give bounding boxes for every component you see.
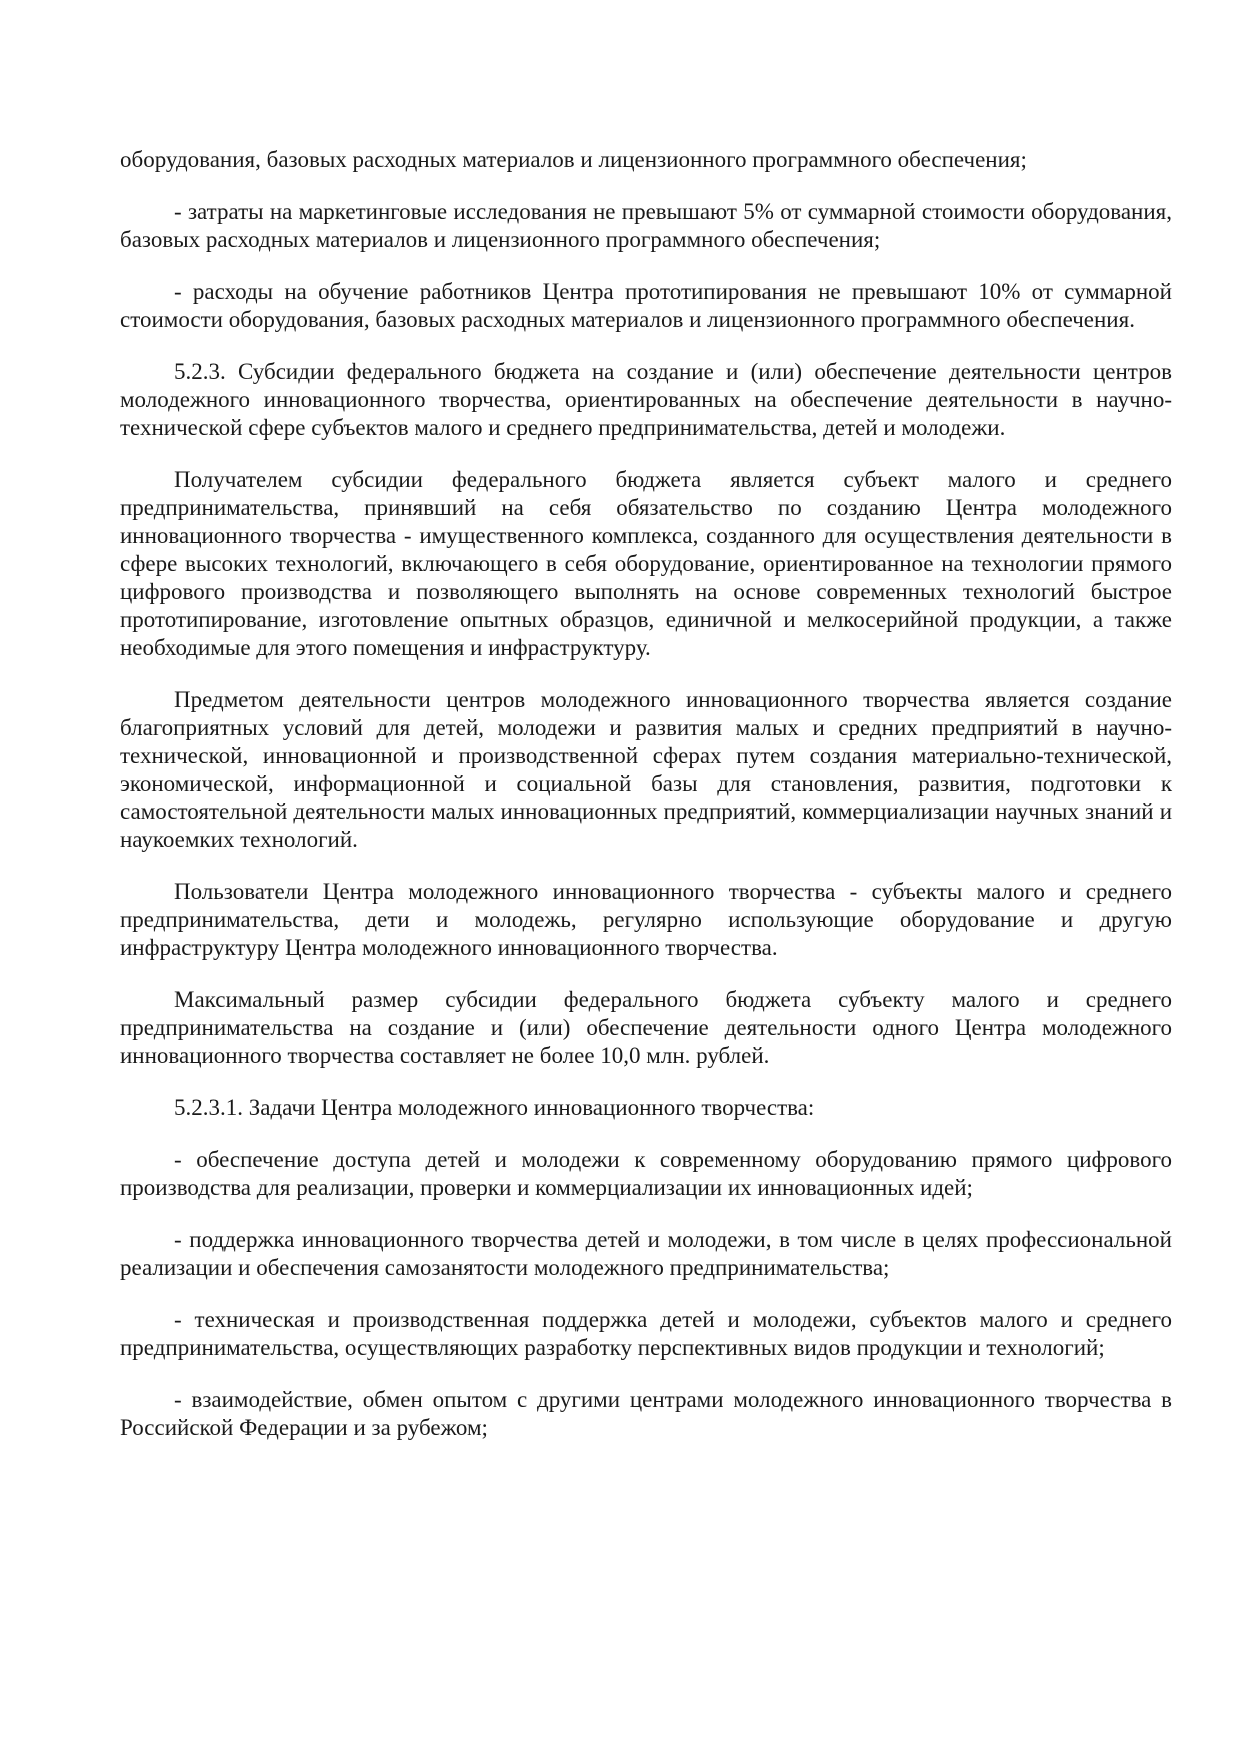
- paragraph-section-5-2-3: 5.2.3. Субсидии федерального бюджета на создание и (или) обеспечение деятельности центров молодежного инновационного творчества, ориентированных на обеспечение деятельности в научно-технической сфере субъектов малого и среднего предпринимательства, детей и молодежи.: [120, 359, 1172, 440]
- paragraph-activity-subject: Предметом деятельности центров молодежного инновационного творчества является создание благоприятных условий для детей, молодежи и развития малых и средних предприятий в научно-технической, инновационной и производственной сферах путем создания материально-технической, экономической, информационной и социальной базы для становления, развития, подготовки к самостоятельной деятельности малых инновационных предприятий, коммерциализации научных знаний и наукоемких технологий.: [120, 687, 1172, 852]
- document-body: [120, 146, 1172, 1466]
- paragraph-center-users: Пользователи Центра молодежного инновационного творчества - субъекты малого и среднего предпринимательства, дети и молодежь, регулярно использующие оборудование и другую инфраструктуру Центра молодежного инновационного творчества.: [120, 879, 1172, 960]
- list-item-equipment-access: - обеспечение доступа детей и молодежи к современному оборудованию прямого цифрового производства для реализации, проверки и коммерциализации их инновационных идей;: [120, 1147, 1172, 1200]
- paragraph-marketing-costs: - затраты на маркетинговые исследования не превышают 5% от суммарной стоимости оборудования, базовых расходных материалов и лицензионного программного обеспечения;: [120, 199, 1172, 252]
- paragraph-max-subsidy: Максимальный размер субсидии федерального бюджета субъекту малого и среднего предпринимательства на создание и (или) обеспечение деятельности одного Центра молодежного инновационного творчества составляет не более 10,0 млн. рублей.: [120, 987, 1172, 1068]
- list-item-creativity-support: - поддержка инновационного творчества детей и молодежи, в том числе в целях профессиональной реализации и обеспечения самозанятости молодежного предпринимательства;: [120, 1227, 1172, 1280]
- paragraph-subsidy-recipient: Получателем субсидии федерального бюджета является субъект малого и среднего предпринимательства, принявший на себя обязательство по созданию Центра молодежного инновационного творчества - имущественного комплекса, созданного для осуществления деятельности в сфере высоких технологий, включающего в себя оборудование, ориентированное на технологии прямого цифрового производства и позволяющего выполнять на основе современных технологий быстрое прототипирование, изготовление опытных образцов, единичной и мелкосерийной продукции, а также необходимые для этого помещения и инфраструктуру.: [120, 467, 1172, 660]
- list-item-technical-support: - техническая и производственная поддержка детей и молодежи, субъектов малого и среднего предпринимательства, осуществляющих разработку перспективных видов продукции и технологий;: [120, 1307, 1172, 1360]
- paragraph-section-5-2-3-1: 5.2.3.1. Задачи Центра молодежного инновационного творчества:: [174, 1095, 815, 1120]
- list-item-cooperation: - взаимодействие, обмен опытом с другими центрами молодежного инновационного творчества в Российской Федерации и за рубежом;: [120, 1387, 1172, 1440]
- paragraph-training-costs: - расходы на обучение работников Центра прототипирования не превышают 10% от суммарной стоимости оборудования, базовых расходных материалов и лицензионного программного обеспечения.: [120, 279, 1172, 332]
- paragraph-continuation: оборудования, базовых расходных материалов и лицензионного программного обеспечения;: [120, 147, 1027, 172]
